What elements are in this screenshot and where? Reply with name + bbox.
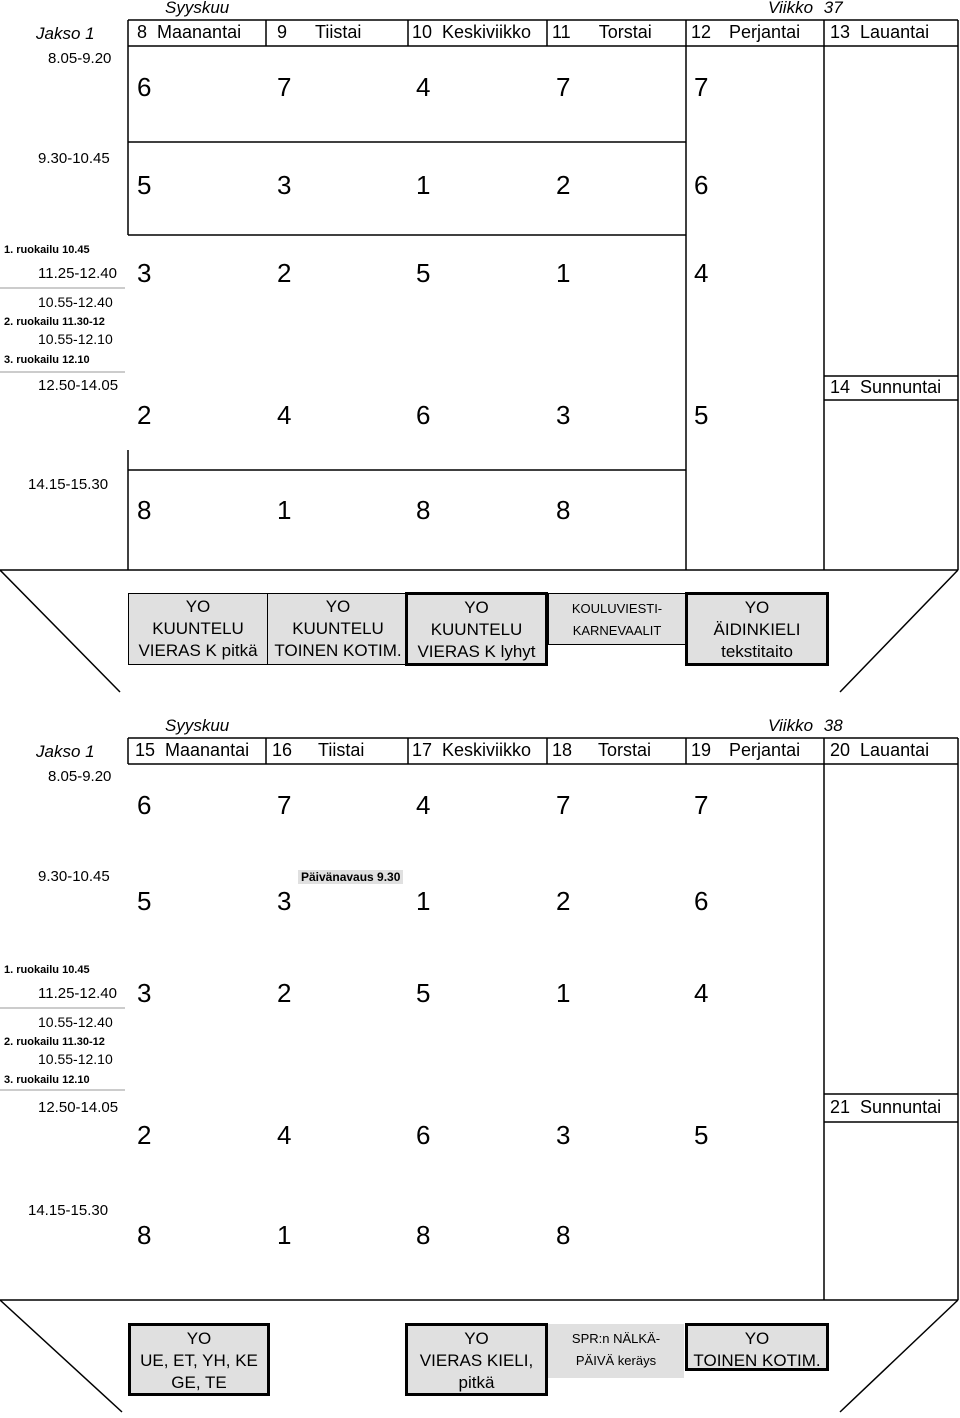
block-number: 2 — [137, 1120, 152, 1150]
time-slot-3b: 10.55-12.40 — [38, 294, 113, 310]
day-header-wednesday — [412, 740, 531, 761]
block-number: 1 — [277, 495, 292, 525]
event-line: KUUNTELU — [430, 620, 523, 639]
day-number: 21 — [830, 1097, 851, 1117]
day-name: Tiistai — [318, 740, 365, 760]
lunch-2-label: 2. ruokailu 11.30-12 — [4, 1036, 105, 1048]
event-line: TOINEN KOTIM. — [693, 1351, 821, 1370]
block-number: 8 — [416, 495, 431, 525]
block-number: 3 — [137, 258, 152, 288]
period-label: Jakso 1 — [36, 742, 95, 761]
day-name: Torstai — [598, 22, 652, 42]
month-label: Syyskuu — [165, 0, 230, 17]
time-slot-3b: 10.55-12.40 — [38, 1014, 113, 1030]
event-line: PÄIVÄ keräys — [575, 1353, 657, 1368]
day-header-sunday — [830, 1097, 941, 1118]
day-number: 17 — [412, 740, 433, 760]
block-number: 4 — [277, 1120, 292, 1150]
event-line: UE, ET, YH, KE — [140, 1351, 258, 1370]
morning-assembly-note: Päivänavaus 9.30 — [298, 870, 403, 884]
event-line: pitkä — [458, 1373, 495, 1392]
time-slot-4: 12.50-14.05 — [38, 1099, 119, 1116]
week-label-text: Viikko — [768, 716, 814, 735]
day-number: 20 — [830, 740, 851, 760]
event-line: YO — [744, 598, 770, 617]
block-number: 4 — [277, 400, 292, 430]
day-name: Lauantai — [860, 22, 930, 42]
event-box — [685, 592, 829, 666]
event-box — [128, 593, 268, 665]
block-number: 2 — [556, 170, 571, 200]
day-number: 15 — [135, 740, 156, 760]
block-number: 1 — [556, 258, 571, 288]
week-label-text: Viikko — [768, 0, 814, 17]
block-number: 5 — [416, 258, 431, 288]
day-name: Perjantai — [729, 740, 801, 760]
time-slot-5: 14.15-15.30 — [28, 476, 109, 493]
block-number: 8 — [137, 495, 152, 525]
day-header-monday — [135, 740, 249, 761]
event-line: YO — [186, 1329, 212, 1348]
week-38-calendar — [0, 718, 960, 1418]
event-line: SPR:n NÄLKÄ- — [571, 1331, 661, 1346]
lunch-1-label: 1. ruokailu 10.45 — [4, 244, 90, 256]
block-number: 2 — [277, 978, 292, 1008]
day-name: Perjantai — [729, 22, 801, 42]
block-number: 7 — [277, 72, 292, 102]
day-header-wednesday — [412, 22, 531, 43]
time-slot-3c: 10.55-12.10 — [38, 331, 113, 347]
lunch-1-label: 1. ruokailu 10.45 — [4, 964, 90, 976]
block-number: 6 — [137, 790, 152, 820]
day-name: Sunnuntai — [860, 377, 942, 397]
event-line: KOULUVIESTI- — [571, 601, 663, 616]
time-slot-3c: 10.55-12.10 — [38, 1051, 113, 1067]
event-line: KUUNTELU — [152, 619, 244, 638]
event-line: KARNEVAALIT — [572, 623, 662, 638]
week-38-grid-lines — [0, 718, 960, 1418]
time-slot-3: 11.25-12.40 — [38, 985, 117, 1002]
lunch-3-label: 3. ruokailu 12.10 — [4, 1074, 90, 1086]
day-name: Keskiviikko — [442, 22, 532, 42]
block-number: 6 — [416, 400, 431, 430]
day-number: 9 — [277, 22, 288, 42]
block-number: 2 — [137, 400, 152, 430]
event-line: YO — [325, 597, 351, 616]
block-number: 5 — [694, 400, 709, 430]
week-number: 37 — [823, 0, 843, 17]
block-number: 4 — [416, 72, 431, 102]
block-number: 8 — [556, 495, 571, 525]
block-number: 3 — [556, 1120, 571, 1150]
block-number: 1 — [556, 978, 571, 1008]
day-number: 8 — [137, 22, 148, 42]
week-number: 38 — [823, 716, 843, 735]
day-number: 14 — [830, 377, 851, 397]
block-number: 7 — [694, 72, 709, 102]
day-header-sunday — [830, 377, 941, 398]
block-number: 3 — [137, 978, 152, 1008]
day-number: 16 — [272, 740, 293, 760]
event-line: tekstitaito — [721, 642, 793, 661]
day-number: 10 — [412, 22, 433, 42]
event-box — [685, 1323, 829, 1371]
day-name: Sunnuntai — [860, 1097, 942, 1117]
event-line: KUUNTELU — [292, 619, 384, 638]
event-line: VIERAS K pitkä — [138, 641, 258, 660]
block-number: 8 — [416, 1220, 431, 1250]
block-number: 8 — [137, 1220, 152, 1250]
block-number: 3 — [556, 400, 571, 430]
block-number: 3 — [277, 886, 292, 916]
day-name: Lauantai — [860, 740, 930, 760]
month-label: Syyskuu — [165, 716, 230, 735]
time-slot-4: 12.50-14.05 — [38, 377, 119, 394]
block-number: 5 — [137, 170, 152, 200]
event-line: YO — [464, 1329, 489, 1348]
lunch-2-label: 2. ruokailu 11.30-12 — [4, 316, 105, 328]
week-37-calendar — [0, 0, 960, 700]
block-number: 7 — [694, 790, 709, 820]
event-line: VIERAS K lyhyt — [417, 642, 536, 661]
block-number: 8 — [556, 1220, 571, 1250]
block-number: 5 — [416, 978, 431, 1008]
day-header-saturday — [830, 740, 929, 761]
event-line: TOINEN KOTIM. — [274, 641, 402, 660]
block-number: 4 — [694, 258, 709, 288]
day-header-tuesday — [272, 740, 364, 761]
event-box — [548, 1324, 684, 1378]
time-slot-1: 8.05-9.20 — [48, 50, 112, 67]
event-line: GE, TE — [171, 1373, 227, 1392]
day-name: Keskiviikko — [442, 740, 532, 760]
block-number: 4 — [694, 978, 709, 1008]
event-box — [128, 1323, 270, 1396]
day-number: 18 — [552, 740, 573, 760]
day-name: Tiistai — [315, 22, 362, 42]
day-name: Maanantai — [165, 740, 250, 760]
event-box — [405, 1323, 548, 1396]
time-slot-1: 8.05-9.20 — [48, 768, 112, 785]
day-header-friday — [691, 22, 800, 43]
block-number: 4 — [416, 790, 431, 820]
day-header-thursday — [552, 740, 651, 761]
block-number: 6 — [694, 170, 709, 200]
event-line: ÄIDINKIELI — [713, 620, 801, 639]
block-number: 2 — [277, 258, 292, 288]
event-line: YO — [464, 598, 489, 617]
week-label — [768, 716, 843, 736]
event-line: VIERAS KIELI, — [419, 1351, 534, 1370]
event-box — [267, 593, 409, 665]
block-number: 7 — [277, 790, 292, 820]
event-line: YO — [744, 1329, 770, 1348]
block-number: 6 — [694, 886, 709, 916]
block-number: 5 — [694, 1120, 709, 1150]
block-number: 1 — [416, 170, 431, 200]
week-label — [768, 0, 843, 18]
lunch-3-label: 3. ruokailu 12.10 — [4, 354, 90, 366]
block-number: 2 — [556, 886, 571, 916]
block-number: 6 — [416, 1120, 431, 1150]
block-number: 3 — [277, 170, 292, 200]
block-number: 1 — [416, 886, 431, 916]
time-slot-3: 11.25-12.40 — [38, 265, 117, 282]
day-header-monday — [137, 22, 241, 43]
day-number: 11 — [552, 22, 571, 42]
event-box — [548, 593, 686, 645]
period-label: Jakso 1 — [36, 24, 95, 43]
time-slot-5: 14.15-15.30 — [28, 1202, 109, 1219]
block-number: 1 — [277, 1220, 292, 1250]
day-name: Maanantai — [157, 22, 242, 42]
day-number: 13 — [830, 22, 851, 42]
block-number: 5 — [137, 886, 152, 916]
day-number: 19 — [691, 740, 712, 760]
day-header-saturday — [830, 22, 929, 43]
time-slot-2: 9.30-10.45 — [38, 868, 110, 885]
day-name: Torstai — [598, 740, 652, 760]
day-header-friday — [691, 740, 800, 761]
time-slot-2: 9.30-10.45 — [38, 150, 110, 167]
block-number: 7 — [556, 790, 571, 820]
block-number: 7 — [556, 72, 571, 102]
block-number: 6 — [137, 72, 152, 102]
day-header-thursday — [552, 22, 652, 43]
day-header-tuesday — [277, 22, 361, 43]
event-box — [405, 592, 548, 666]
day-number: 12 — [691, 22, 712, 42]
event-line: YO — [185, 597, 211, 616]
